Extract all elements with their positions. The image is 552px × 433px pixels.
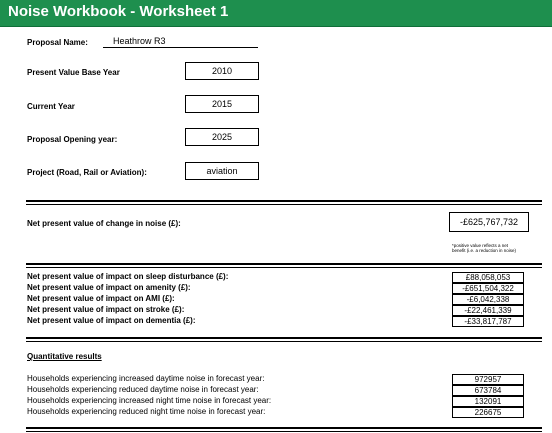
impact-sleep-label: Net present value of impact on sleep disturbance (£): [27, 272, 229, 281]
impact-dementia-value[interactable]: -£33,817,787 [452, 316, 524, 327]
section-divider-mid-thin [26, 267, 542, 268]
project-type-label: Project (Road, Rail or Aviation): [27, 168, 147, 177]
section-divider-low-thin [26, 341, 542, 342]
increased-daytime-label: Households experiencing increased daytime noise in forecast year: [27, 374, 265, 383]
npv-change-in-noise-value: -£625,767,732 [459, 216, 519, 227]
section-divider-top-thin [26, 204, 542, 205]
project-type-value: aviation [206, 165, 238, 176]
opening-year-value: 2025 [211, 131, 233, 142]
worksheet-title: Noise Workbook - Worksheet 1 [8, 3, 229, 20]
impact-sleep-value[interactable]: £88,058,053 [452, 272, 524, 283]
proposal-name-underline [103, 47, 258, 48]
section-divider-top [26, 200, 542, 202]
quantitative-results-heading: Quantitative results [27, 352, 102, 361]
impact-amenity-label: Net present value of impact on amenity (£): [27, 283, 191, 292]
current-year-label: Current Year [27, 102, 75, 111]
increased-nighttime-value[interactable]: 132091 [452, 396, 524, 407]
pv-base-year-value: 2010 [211, 65, 233, 76]
impact-dementia-label: Net present value of impact on dementia (£): [27, 316, 196, 325]
worksheet-title-bar [0, 0, 552, 27]
npv-note-line2: benefit (i.e. a reduction in noise) [452, 248, 517, 253]
current-year-value: 2015 [211, 98, 233, 109]
current-year-field[interactable] [185, 95, 259, 113]
npv-note-line1: *positive value reflects a net [452, 243, 509, 248]
impact-ami-label: Net present value of impact on AMI (£): [27, 294, 175, 303]
npv-change-in-noise-field[interactable] [449, 212, 529, 232]
reduced-daytime-label: Households experiencing reduced daytime noise in forecast year: [27, 385, 259, 394]
proposal-name-label: Proposal Name: [27, 38, 88, 47]
impact-ami-value[interactable]: -£6,042,338 [452, 294, 524, 305]
increased-nighttime-label: Households experiencing increased night time noise in forecast year: [27, 396, 272, 405]
npv-note [452, 243, 516, 253]
npv-change-in-noise-label: Net present value of change in noise (£): [27, 219, 181, 228]
proposal-name-value[interactable]: Heathrow R3 [113, 36, 166, 46]
impact-stroke-label: Net present value of impact on stroke (£): [27, 305, 185, 314]
impact-stroke-value[interactable]: -£22,461,339 [452, 305, 524, 316]
pv-base-year-field[interactable] [185, 62, 259, 80]
increased-daytime-value[interactable]: 972957 [452, 374, 524, 385]
section-divider-low [26, 337, 542, 339]
opening-year-field[interactable] [185, 128, 259, 146]
impact-amenity-value[interactable]: -£651,504,322 [452, 283, 524, 294]
reduced-nighttime-value[interactable]: 226675 [452, 407, 524, 418]
section-divider-bottom [26, 427, 542, 429]
reduced-nighttime-label: Households experiencing reduced night time noise in forecast year: [27, 407, 266, 416]
pv-base-year-label: Present Value Base Year [27, 68, 120, 77]
reduced-daytime-value[interactable]: 673784 [452, 385, 524, 396]
opening-year-label: Proposal Opening year: [27, 135, 118, 144]
project-type-field[interactable] [185, 162, 259, 180]
section-divider-bottom-thin [26, 431, 542, 432]
section-divider-mid [26, 263, 542, 265]
